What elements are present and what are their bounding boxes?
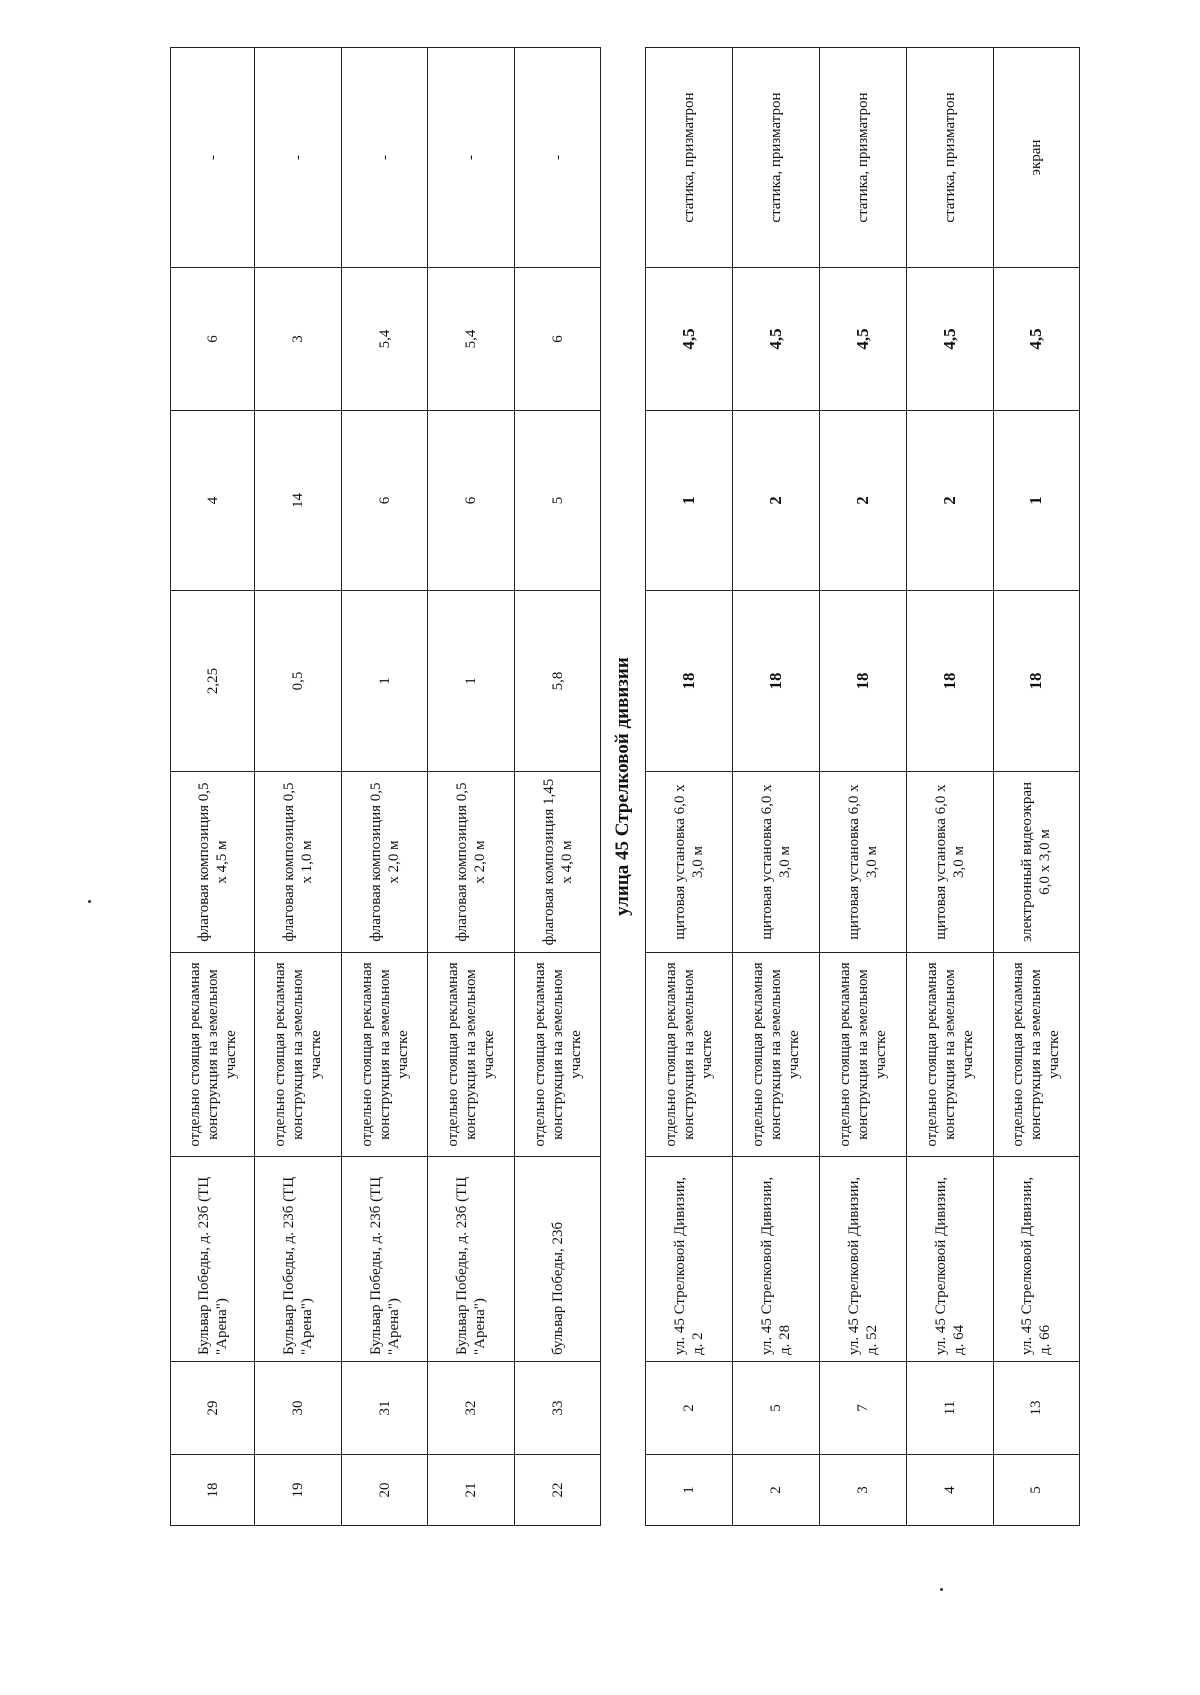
cell-address: ул. 45 Стрелковой Дивизии, д. 2 [645, 1157, 733, 1362]
cell-technology: статика, призматрон [733, 48, 819, 268]
cell-structure-id: 30 [255, 1362, 341, 1455]
cell-count: 14 [255, 411, 341, 591]
cell-area: 1 [428, 591, 514, 772]
cell-count: 6 [341, 411, 427, 591]
cell-address: Бульвар Победы, д. 23б (ТЦ "Арена") [341, 1157, 427, 1362]
cell-structure-id: 5 [733, 1362, 819, 1455]
table-body-group2 [645, 48, 1079, 1526]
cell-address: Бульвар Победы, д. 23б (ТЦ "Арена") [428, 1157, 514, 1362]
cell-structure-kind: электронный видеоэкран 6,0 x 3,0 м [993, 772, 1080, 953]
cell-row-number: 19 [255, 1455, 341, 1526]
cell-count: 2 [907, 411, 993, 591]
cell-dimension: 3 [255, 268, 341, 411]
cell-address: ул. 45 Стрелковой Дивизии, д. 66 [993, 1157, 1080, 1362]
cell-structure-kind: щитовая установка 6,0 x 3,0 м [819, 772, 907, 953]
cell-dimension: 4,5 [993, 268, 1080, 411]
cell-area: 18 [907, 591, 993, 772]
cell-structure-id: 11 [907, 1362, 993, 1455]
cell-row-number: 5 [993, 1455, 1080, 1526]
cell-technology: статика, призматрон [645, 48, 733, 268]
cell-dimension: 5,4 [428, 268, 514, 411]
cell-count: 1 [645, 411, 733, 591]
cell-structure-id: 29 [171, 1362, 255, 1455]
cell-technology: экран [993, 48, 1080, 268]
cell-structure-kind: флаговая композиция 0,5 x 2,0 м [341, 772, 427, 953]
cell-count: 2 [733, 411, 819, 591]
cell-row-number: 1 [645, 1455, 733, 1526]
cell-row-number: 2 [733, 1455, 819, 1526]
cell-count: 5 [514, 411, 600, 591]
cell-structure-type: отдельно стоящая рекламная конструкция на земельном участке [907, 953, 993, 1157]
table-row [514, 48, 600, 1526]
cell-structure-kind: щитовая установка 6,0 x 3,0 м [733, 772, 819, 953]
cell-address: ул. 45 Стрелковой Дивизии, д. 52 [819, 1157, 907, 1362]
cell-structure-type: отдельно стоящая рекламная конструкция на земельном участке [514, 953, 600, 1157]
cell-area: 1 [341, 591, 427, 772]
cell-structure-kind: флаговая композиция 0,5 x 4,5 м [171, 772, 255, 953]
scan-speck [88, 900, 91, 903]
cell-structure-type: отдельно стоящая рекламная конструкция на земельном участке [255, 953, 341, 1157]
cell-count: 4 [171, 411, 255, 591]
cell-dimension: 4,5 [733, 268, 819, 411]
cell-count: 1 [993, 411, 1080, 591]
cell-structure-type: отдельно стоящая рекламная конструкция на земельном участке [428, 953, 514, 1157]
cell-dimension: 4,5 [645, 268, 733, 411]
cell-row-number: 4 [907, 1455, 993, 1526]
cell-technology: - [341, 48, 427, 268]
table-section [601, 48, 645, 1526]
cell-structure-kind: щитовая установка 6,0 x 3,0 м [645, 772, 733, 953]
cell-address: Бульвар Победы, д. 23б (ТЦ "Арена") [255, 1157, 341, 1362]
cell-row-number: 20 [341, 1455, 427, 1526]
cell-structure-id: 13 [993, 1362, 1080, 1455]
cell-technology: - [428, 48, 514, 268]
cell-structure-type: отдельно стоящая рекламная конструкция на земельном участке [341, 953, 427, 1157]
cell-address: ул. 45 Стрелковой Дивизии, д. 64 [907, 1157, 993, 1362]
cell-structure-type: отдельно стоящая рекламная конструкция на земельном участке [171, 953, 255, 1157]
cell-dimension: 6 [514, 268, 600, 411]
cell-structure-id: 2 [645, 1362, 733, 1455]
table-row [907, 48, 993, 1526]
cell-technology: статика, призматрон [907, 48, 993, 268]
cell-structure-kind: флаговая композиция 1,45 x 4,0 м [514, 772, 600, 953]
cell-structure-type: отдельно стоящая рекламная конструкция на земельном участке [645, 953, 733, 1157]
cell-count: 6 [428, 411, 514, 591]
cell-row-number: 18 [171, 1455, 255, 1526]
cell-structure-id: 32 [428, 1362, 514, 1455]
cell-structure-id: 31 [341, 1362, 427, 1455]
cell-area: 18 [733, 591, 819, 772]
cell-row-number: 22 [514, 1455, 600, 1526]
cell-area: 18 [819, 591, 907, 772]
cell-address: ул. 45 Стрелковой Дивизии, д. 28 [733, 1157, 819, 1362]
table-row [645, 48, 733, 1526]
advertising-structures-table [170, 47, 1080, 1526]
cell-structure-kind: флаговая композиция 0,5 x 1,0 м [255, 772, 341, 953]
cell-structure-kind: флаговая композиция 0,5 x 2,0 м [428, 772, 514, 953]
cell-structure-id: 33 [514, 1362, 600, 1455]
cell-structure-kind: щитовая установка 6,0 x 3,0 м [907, 772, 993, 953]
cell-address: Бульвар Победы, д. 23б (ТЦ "Арена") [171, 1157, 255, 1362]
cell-structure-type: отдельно стоящая рекламная конструкция на земельном участке [733, 953, 819, 1157]
cell-dimension: 6 [171, 268, 255, 411]
section-header-row [601, 48, 645, 1526]
cell-dimension: 4,5 [819, 268, 907, 411]
cell-dimension: 5,4 [341, 268, 427, 411]
cell-area: 2,25 [171, 591, 255, 772]
cell-technology: - [255, 48, 341, 268]
cell-technology: - [171, 48, 255, 268]
cell-row-number: 3 [819, 1455, 907, 1526]
cell-structure-type: отдельно стоящая рекламная конструкция на земельном участке [819, 953, 907, 1157]
table-row [733, 48, 819, 1526]
cell-structure-id: 7 [819, 1362, 907, 1455]
cell-area: 0,5 [255, 591, 341, 772]
table-row [819, 48, 907, 1526]
cell-area: 18 [993, 591, 1080, 772]
scan-speck [940, 1588, 943, 1591]
table-body-group1 [171, 48, 601, 1526]
cell-address: бульвар Победы, 23б [514, 1157, 600, 1362]
table-row [255, 48, 341, 1526]
cell-count: 2 [819, 411, 907, 591]
cell-area: 18 [645, 591, 733, 772]
cell-structure-type: отдельно стоящая рекламная конструкция на земельном участке [993, 953, 1080, 1157]
cell-area: 5,8 [514, 591, 600, 772]
table-row [171, 48, 255, 1526]
table-row [428, 48, 514, 1526]
table-row [993, 48, 1080, 1526]
cell-row-number: 21 [428, 1455, 514, 1526]
cell-dimension: 4,5 [907, 268, 993, 411]
cell-technology: статика, призматрон [819, 48, 907, 268]
cell-technology: - [514, 48, 600, 268]
table-row [341, 48, 427, 1526]
section-title: улица 45 Стрелковой дивизии [601, 48, 645, 1526]
